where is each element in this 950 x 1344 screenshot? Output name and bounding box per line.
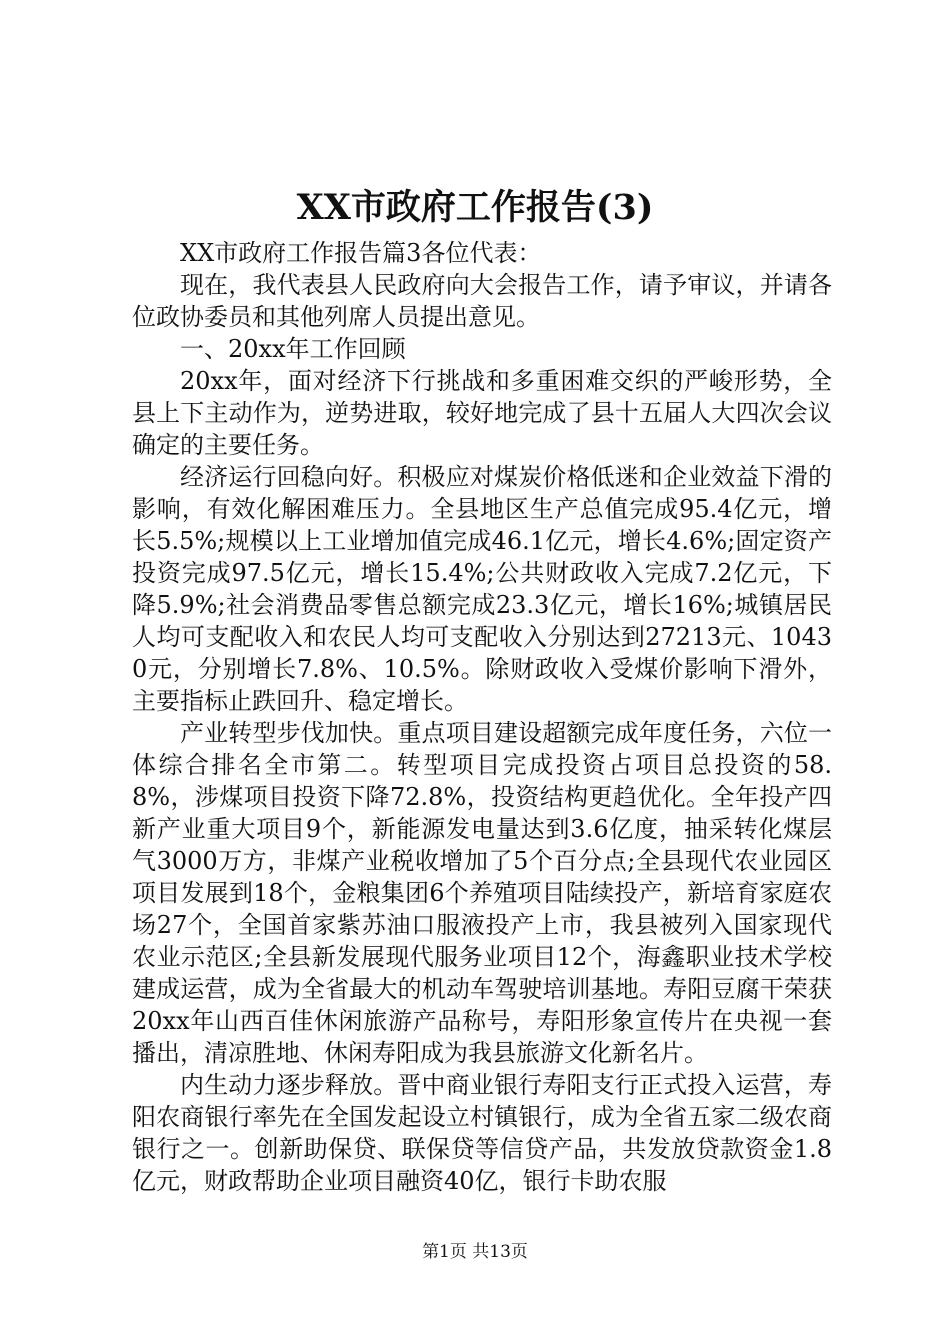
paragraph-intro: 现在，我代表县人民政府向大会报告工作，请予审议，并请各位政协委员和其他列席人员提出意见。 [132,271,832,331]
paragraph-economy: 经济运行回稳向好。积极应对煤炭价格低迷和企业效益下滑的影响，有效化解困难压力。全县地区生产总值完成95.4亿元，增长5.5%;规模以上工业增加值完成46.1亿元，增长4.6%;固定资产投资完成97.5亿元，增长15.4%;公共财政收入完成7.2亿元，下降5.9%;社会消费品零售总额完成23.3亿元，增长16%;城镇居民人均可支配收入和农民人均可支配收入分别达到27213元、10430元，分别增长7.8%、10.5%。除财政收入受煤价影响下滑外，主要指标止跌回升、稳定增长。 [132,463,832,715]
paragraph-momentum: 内生动力逐步释放。晋中商业银行寿阳支行正式投入运营，寿阳农商银行率先在全国发起设立村镇银行，成为全省五家二级农商银行之一。创新助保贷、联保贷等信贷产品，共发放贷款资金1.8亿元，财政帮助企业项目融资40亿，银行卡助农服 [132,1071,832,1195]
paragraph-overview: 20xx年，面对经济下行挑战和多重困难交织的严峻形势，全县上下主动作为，逆势进取，较好地完成了县十五届人大四次会议确定的主要任务。 [132,367,832,459]
document-title: XX市政府工作报告(3) [296,187,654,228]
document-body [132,237,832,1197]
paragraph-greeting: XX市政府工作报告篇3各位代表： [180,239,542,267]
paragraph-industry: 产业转型步伐加快。重点项目建设超额完成年度任务，六位一体综合排名全市第二。转型项目完成投资占项目总投资的58.8%，涉煤项目投资下降72.8%，投资结构更趋优化。全年投产四新产业重大项目9个，新能源发电量达到3.6亿度，抽采转化煤层气3000万方，非煤产业税收增加了5个百分点;全县现代农业园区项目发展到18个，金粮集团6个养殖项目陆续投产，新培育家庭农场27个，全国首家紫苏油口服液投产上市，我县被列入国家现代农业示范区;全县新发展现代服务业项目12个，海鑫职业技术学校建成运营，成为全省最大的机动车驾驶培训基地。寿阳豆腐干荣获20xx年山西百佳休闲旅游产品称号，寿阳形象宣传片在央视一套播出，清凉胜地、休闲寿阳成为我县旅游文化新名片。 [132,719,832,1067]
section-heading: 一、20xx年工作回顾 [180,335,406,363]
page-number-footer: 第1页 共13页 [422,1242,528,1262]
